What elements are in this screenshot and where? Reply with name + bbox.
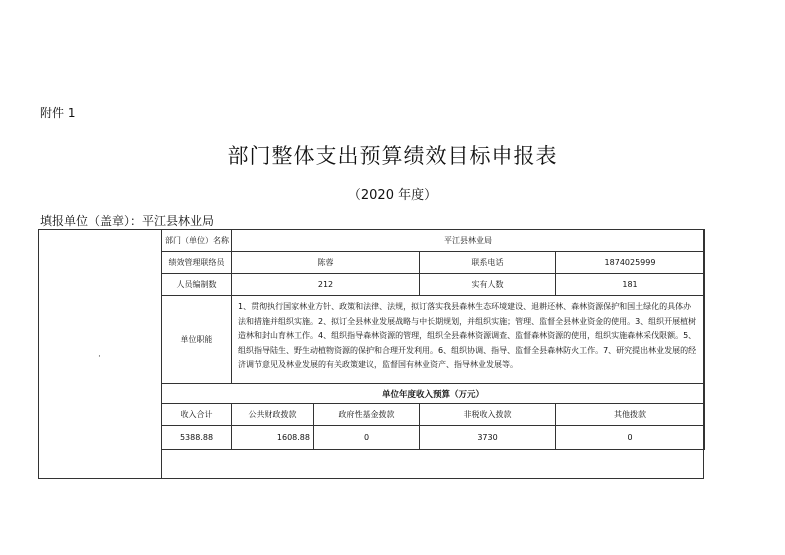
income-value-nontax: 3730 <box>420 426 556 450</box>
row-contact <box>162 252 705 274</box>
performance-table <box>161 229 705 450</box>
dept-name-value: 平江县林业局 <box>232 230 705 252</box>
row-income-values <box>162 426 705 450</box>
staff-label: 人员编制数 <box>162 274 232 296</box>
income-header-other: 其他拨款 <box>556 404 705 426</box>
income-value-public-finance: 1608.88 <box>232 426 314 450</box>
phone-label: 联系电话 <box>420 252 556 274</box>
row-income-headers <box>162 404 705 426</box>
stray-dot: · <box>98 352 101 362</box>
actual-staff-label: 实有人数 <box>420 274 556 296</box>
phone-value: 1874025999 <box>556 252 705 274</box>
actual-staff-value: 181 <box>556 274 705 296</box>
attachment-label: 附件 1 <box>40 106 76 120</box>
row-staff <box>162 274 705 296</box>
income-header-gov-fund: 政府性基金拨款 <box>314 404 420 426</box>
income-header-public-finance: 公共财政拨款 <box>232 404 314 426</box>
page-title: 部门整体支出预算绩效目标申报表 <box>227 144 558 168</box>
row-duties <box>162 296 705 384</box>
staff-value: 212 <box>232 274 420 296</box>
income-value-other: 0 <box>556 426 705 450</box>
year-label: （2020 年度） <box>347 188 438 203</box>
income-value-total: 5388.88 <box>162 426 232 450</box>
filler-unit-label: 填报单位（盖章）：平江县林业局 <box>40 214 215 228</box>
dept-name-label: 部门（单位）名称 <box>162 230 232 252</box>
duties-text: 1、贯彻执行国家林业方针、政策和法律、法规，拟订落实我县森林生态环境建设、退耕还林、森林资源保护和国土绿化的具体办法和措施并组织实施。2、拟订全县林业发展战略与中长期规划，并组织实施；管理、监督全县林业资金的使用。3、组织开展植树造林和封山育林工作。4、组织指导森林资源的管理，组织全县森林资源调查、监督森林资源的使用，组织实施森林采伐限额。5、组织指导陆生、野生动植物资源的保护和合理开发利用。6、组织协调、指导、监督全县森林防火工作。7、研究提出林业发展的经济调节意见及林业发展的有关政策建议，监督国有林业资产、指导林业发展等。 <box>232 296 705 384</box>
contact-label: 绩效管理联络员 <box>162 252 232 274</box>
duties-label: 单位职能 <box>162 296 232 384</box>
income-value-gov-fund: 0 <box>314 426 420 450</box>
income-header-total: 收入合计 <box>162 404 232 426</box>
row-income-title <box>162 384 705 404</box>
income-section-title: 单位年度收入预算（万元） <box>162 384 705 404</box>
income-header-nontax: 非税收入拨款 <box>420 404 556 426</box>
row-dept-name <box>162 230 705 252</box>
contact-value: 陈蓉 <box>232 252 420 274</box>
